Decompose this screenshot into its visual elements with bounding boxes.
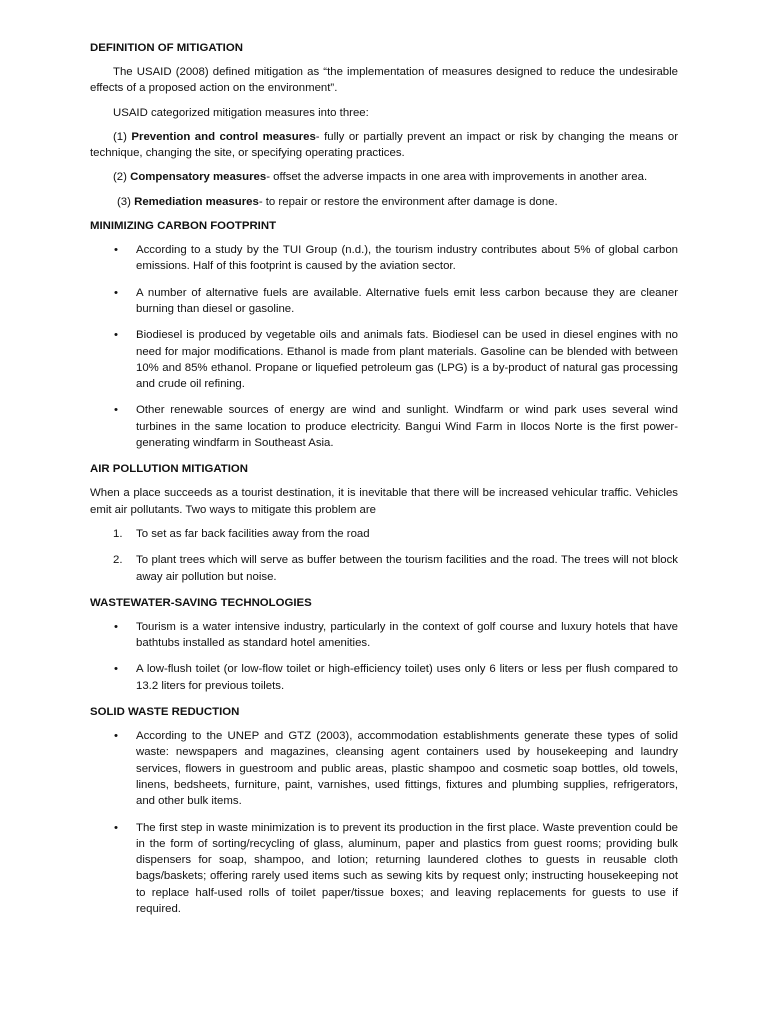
- item-term: Remediation measures: [134, 195, 259, 208]
- list-item-text: A number of alternative fuels are available. Alternative fuels emit less carbon because they are cleaner burning than diesel or gasoline.: [136, 286, 678, 315]
- list-item: [90, 402, 678, 451]
- carbon-bullet-list: [90, 242, 678, 451]
- heading-solid-waste: SOLID WASTE REDUCTION: [90, 706, 240, 719]
- bullet-icon: •: [114, 404, 118, 417]
- item-description: - fully or partially prevent an impact or risk by changing the means or technique, changing the site, or specifying operating practices.: [90, 130, 679, 160]
- list-item-text: The first step in waste minimization is to prevent its production in the first place. Waste prevention could be in the form of sorting/recycling of glass, aluminum, paper and plastics from guest rooms; providing bulk dispensers for soap, shampoo, and lotion; returning laundered clothes to guests in reusable cloth bags/baskets; offering rarely used items such as sewing kits by request only; instructing housekeeping not to replace half-used rolls of toilet paper/tissue boxes; and leaving replacements for guests to use if required.: [136, 821, 678, 915]
- list-item: [90, 552, 678, 585]
- list-item-text: Other renewable sources of energy are wind and sunlight. Windfarm or wind park uses several wind turbines in the same location to produce electricity. Bangui Wind Farm in Ilocos Norte is the first power-generating windfarm in Southeast Asia.: [136, 404, 678, 450]
- list-item: [90, 661, 678, 694]
- mitigation-item-2: [90, 169, 678, 185]
- item-number: (2): [113, 171, 127, 184]
- heading-mitigation: DEFINITION OF MITIGATION: [90, 42, 243, 54]
- list-item: [90, 242, 678, 275]
- item-term: Prevention and control measures: [131, 130, 316, 143]
- mitigation-item-1: [90, 129, 678, 162]
- list-item: [90, 619, 678, 652]
- document-body: [90, 40, 678, 927]
- list-item: [90, 285, 678, 318]
- item-number: (3): [117, 195, 131, 208]
- wastewater-bullet-list: [90, 619, 678, 694]
- list-item: [90, 820, 678, 918]
- list-number: 1.: [113, 527, 123, 540]
- solid-waste-bullet-list: [90, 728, 678, 917]
- item-number: (1): [113, 130, 127, 143]
- list-item: [90, 526, 678, 542]
- air-numbered-list: [90, 526, 678, 585]
- heading-wastewater: WASTEWATER-SAVING TECHNOLOGIES: [90, 596, 312, 609]
- bullet-icon: •: [114, 730, 118, 743]
- mitigation-definition: The USAID (2008) defined mitigation as “the implementation of measures designed to reduce the undesirable effects of a proposed action on the environment”.: [90, 66, 678, 95]
- list-item-text: A low-flush toilet (or low-flow toilet or high-efficiency toilet) uses only 6 liters or less per flush compared to 13.2 liters for previous toilets.: [136, 663, 678, 692]
- bullet-icon: •: [114, 244, 118, 257]
- bullet-icon: •: [114, 821, 118, 834]
- list-item: [90, 327, 678, 392]
- item-description: - offset the adverse impacts in one area with improvements in another area.: [266, 171, 648, 184]
- bullet-icon: •: [114, 663, 118, 676]
- list-item-text: Tourism is a water intensive industry, particularly in the context of golf course and luxury hotels that have bathtubs installed as standard hotel amenities.: [136, 620, 678, 650]
- list-item-text: According to a study by the TUI Group (n.d.), the tourism industry contributes about 5% of global carbon emissions. Half of this footprint is caused by the aviation sector.: [136, 244, 678, 273]
- bullet-icon: •: [114, 620, 118, 633]
- air-intro: When a place succeeds as a tourist destination, it is inevitable that there will be increased vehicular traffic. Vehicles emit air pollutants. Two ways to mitigate this problem are: [90, 487, 678, 516]
- list-number: 2.: [113, 554, 123, 567]
- list-item-text: To plant trees which will serve as buffer between the tourism facilities and the road. The trees will not block away air pollution but noise.: [136, 554, 678, 583]
- bullet-icon: •: [114, 286, 118, 299]
- heading-air: AIR POLLUTION MITIGATION: [90, 463, 248, 476]
- mitigation-item-3: [90, 194, 678, 210]
- item-term: Compensatory measures: [130, 171, 267, 184]
- list-item-text: To set as far back facilities away from the road: [136, 527, 370, 540]
- list-item-text: Biodiesel is produced by vegetable oils and animals fats. Biodiesel can be used in diesel engines with no need for major modifications. Ethanol is made from plant materials. Gasoline can be blended with between 10% and 85% ethanol. Propane or liquefied petroleum gas (LPG) is a by-product of natural gas processing and crude oil refining.: [136, 329, 678, 391]
- heading-carbon: MINIMIZING CARBON FOOTPRINT: [90, 220, 277, 233]
- list-item-text: According to the UNEP and GTZ (2003), accommodation establishments generate these types of solid waste: newspapers and magazines, cleansing agent containers used by housekeeping and laundry services, flowers in guestroom and public areas, plastic shampoo and cosmetic soap bottles, old towels, linens, bedsheets, furniture, paint, varnishes, used fittings, fixtures and plumbing supplies, refrigerators, and other bulk items.: [136, 730, 678, 808]
- mitigation-categories-intro: USAID categorized mitigation measures into three:: [113, 106, 369, 119]
- list-item: [90, 728, 678, 809]
- item-description: - to repair or restore the environment after damage is done.: [258, 195, 558, 208]
- bullet-icon: •: [114, 329, 118, 342]
